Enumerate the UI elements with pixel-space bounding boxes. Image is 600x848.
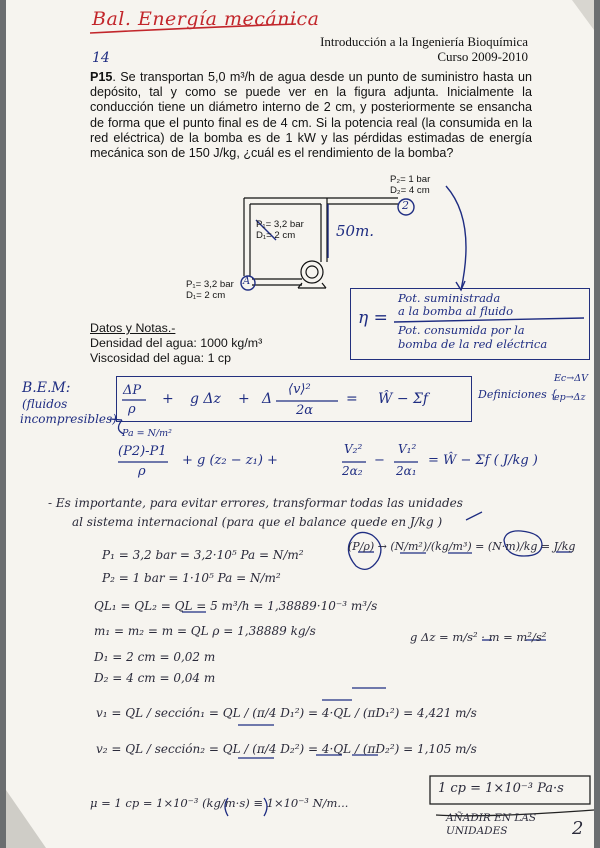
fluids-note-1: (fluidos <box>22 397 68 411</box>
fluids-note-2: incompresibles) <box>20 412 117 426</box>
handwritten-title: Bal. Energía mecánica <box>92 8 320 30</box>
bem-rho: ρ <box>128 402 136 417</box>
eta-numerator-1: Pot. suministrada <box>398 291 501 305</box>
bem-2alpha: 2α <box>296 403 314 418</box>
bem-plus-2: + <box>238 391 250 407</box>
notes-viscosity: Viscosidad del agua: 1 cp <box>90 351 231 365</box>
d2-value: D₂ = 4 cm = 0,04 m <box>94 671 216 685</box>
definition-ep: ep→Δz <box>554 392 586 403</box>
bem-label: B.E.M: <box>22 380 71 396</box>
label-p1-mid: P₁= 3,2 bar <box>256 219 304 230</box>
eta-numerator-2: a la bomba al fluido <box>398 304 513 318</box>
eq2-v1: V₁² <box>398 442 417 456</box>
mass-flow: m₁ = m₂ = m = QL ρ = 1,38889 kg/s <box>94 624 316 638</box>
eq2-numerator: (P2)-P1 <box>118 444 167 459</box>
label-d1-mid: D₁= 2 cm <box>256 230 296 241</box>
point-2-label: 2 <box>402 199 409 212</box>
v2-calc: v₂ = QL / sección₂ = QL / (π/4 D₂²) = 4·QL / (πD₂²) = 1,105 m/s <box>96 742 477 756</box>
d1-value: D₁ = 2 cm = 0,02 m <box>94 650 216 664</box>
notes-heading: Datos y Notas.- <box>90 321 176 335</box>
pa-note: Pa = N/m² <box>122 428 172 439</box>
definition-ec: Ec→ΔV <box>554 373 588 384</box>
add-units-note: AÑADIR EN LAS UNIDADES <box>446 812 537 837</box>
point-a-label: A <box>243 276 251 287</box>
document-page <box>6 0 594 848</box>
label-p1: P₁= 3,2 bar <box>186 279 234 290</box>
eta-denominator-2: bomba de la red eléctrica <box>398 337 548 351</box>
eq2-minus: − <box>374 453 385 468</box>
eq2-v2: V₂² <box>344 442 363 456</box>
problem-text: . Se transportan 5,0 m³/h de agua desde un punto de suministro hasta un depósito, tal y como se puede ver en la figura adjunta. Inicialmente la conducción tiene un diámetro interno de 2 cm, y posteriormente se ensancha de forma que el punto final es de 4 cm. Si la potencia real (la consumida en la red eléctrica) de la bomba es de 1 kW y las pérdidas estimadas de energía mecánica son de 150 J/kg, ¿cuál es el rendimiento de la bomba? <box>90 70 532 161</box>
units-note-2: al sistema internacional (para que el balance quede en J/kg ) <box>72 515 443 529</box>
page-corner-folds <box>6 0 594 848</box>
eta-symbol: η = <box>358 308 388 328</box>
viscosity-conversion: μ = 1 cp = 1×10⁻³ (kg/m·s) ≡ 1×10⁻³ N/m... <box>90 796 349 810</box>
handwritten-problem-number: 14 <box>92 50 110 66</box>
label-d1: D₁= 2 cm <box>186 290 226 301</box>
flow-rate: QL₁ = QL₂ = QL = 5 m³/h = 1,38889·10⁻³ m³/s <box>94 599 378 613</box>
unit-fraction-check: (P/ρ) → (N/m²)/(kg/m³) = (N·m)/kg = J/kg <box>348 540 576 553</box>
bem-delta: Δ <box>262 391 273 407</box>
eq2-denominator: ρ <box>138 464 146 479</box>
v1-calc: v₁ = QL / sección₁ = QL / (π/4 D₁²) = 4·QL / (πD₁²) = 4,421 m/s <box>96 706 477 720</box>
label-d2: D₂= 4 cm <box>390 185 430 196</box>
label-p2: P₂= 1 bar <box>390 174 431 185</box>
bem-plus-1: + <box>162 391 174 407</box>
bem-v2: ⟨v⟩² <box>288 382 311 397</box>
bem-gdz: g Δz <box>190 391 221 407</box>
course-year: Curso 2009-2010 <box>437 49 528 64</box>
eq2-2alpha1: 2α₁ <box>396 464 417 478</box>
eq2-rhs: = Ŵ − Σf ( J/kg ) <box>428 453 538 468</box>
definitions-label: Definiciones { <box>478 388 558 401</box>
g-dz-units: g Δz = m/s² · m = m²/s² <box>410 630 547 644</box>
bem-dp: ΔP <box>123 383 142 398</box>
p1-conversion: P₁ = 3,2 bar = 3,2·10⁵ Pa = N/m² <box>102 548 304 562</box>
units-note-1: - Es importante, para evitar errores, transformar todas las unidades <box>48 496 463 510</box>
problem-number: P15 <box>90 70 113 84</box>
eq2-middle: + g (z₂ − z₁) + <box>182 453 278 468</box>
eq2-2alpha2: 2α₂ <box>342 464 363 478</box>
p2-conversion: P₂ = 1 bar = 1·10⁵ Pa = N/m² <box>102 571 281 585</box>
page-number: 2 <box>572 818 584 839</box>
course-name: Introducción a la Ingeniería Bioquímica <box>320 34 528 49</box>
height-annotation: 50m. <box>336 222 375 240</box>
bem-equals: = <box>346 391 358 407</box>
viscosity-boxed: 1 cp = 1×10⁻³ Pa·s <box>438 781 564 796</box>
eta-denominator-1: Pot. consumida por la <box>398 323 525 337</box>
notes-density: Densidad del agua: 1000 kg/m³ <box>90 336 263 350</box>
bem-rhs: Ŵ − Σf <box>378 391 429 407</box>
